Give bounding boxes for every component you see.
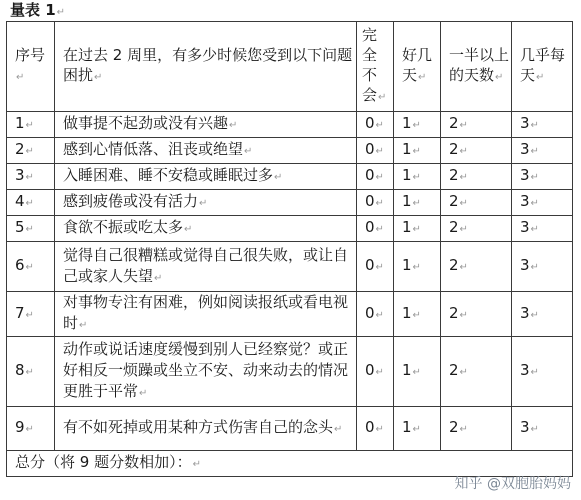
header-option-2: 一半以上的天数↵ — [441, 22, 512, 112]
item-text: 做事提不起劲或没有兴趣↵ — [55, 112, 357, 138]
item-number: 6↵ — [7, 242, 55, 292]
score-3: 3↵ — [512, 292, 573, 337]
score-0: 0↵ — [357, 216, 394, 242]
score-1: 1↵ — [394, 292, 441, 337]
score-2: 2↵ — [441, 190, 512, 216]
score-3: 3↵ — [512, 407, 573, 451]
score-3: 3↵ — [512, 164, 573, 190]
score-3: 3↵ — [512, 112, 573, 138]
score-2: 2↵ — [441, 138, 512, 164]
score-2: 2↵ — [441, 242, 512, 292]
score-1: 1↵ — [394, 164, 441, 190]
score-0: 0↵ — [357, 242, 394, 292]
scale-title — [10, 1, 65, 22]
item-number: 4↵ — [7, 190, 55, 216]
table-row — [7, 337, 573, 407]
item-number: 3↵ — [7, 164, 55, 190]
total-label: 总分（将 9 题分数相加）：↵ — [7, 451, 573, 477]
score-3: 3↵ — [512, 216, 573, 242]
scale-title-text: 量表 1 — [10, 1, 56, 19]
item-number: 8↵ — [7, 337, 55, 407]
table-row — [7, 138, 573, 164]
score-2: 2↵ — [441, 164, 512, 190]
score-2: 2↵ — [441, 407, 512, 451]
item-text: 感到心情低落、沮丧或绝望↵ — [55, 138, 357, 164]
header-index: 序号↵ — [7, 22, 55, 112]
score-3: 3↵ — [512, 242, 573, 292]
scale-table — [6, 21, 573, 477]
score-0: 0↵ — [357, 164, 394, 190]
score-1: 1↵ — [394, 407, 441, 451]
table-row — [7, 112, 573, 138]
item-text: 对事物专注有困难，例如阅读报纸或看电视时↵ — [55, 292, 357, 337]
item-text: 食欲不振或吃太多↵ — [55, 216, 357, 242]
score-1: 1↵ — [394, 190, 441, 216]
item-text: 有不如死掉或用某种方式伤害自己的念头↵ — [55, 407, 357, 451]
table-row — [7, 190, 573, 216]
header-option-3: 几乎每天↵ — [512, 22, 573, 112]
score-3: 3↵ — [512, 138, 573, 164]
total-row — [7, 451, 573, 477]
item-number: 7↵ — [7, 292, 55, 337]
table-row — [7, 164, 573, 190]
score-2: 2↵ — [441, 216, 512, 242]
table-row — [7, 242, 573, 292]
watermark: 知乎 @双胞胎妈妈 — [454, 476, 571, 492]
score-1: 1↵ — [394, 112, 441, 138]
score-1: 1↵ — [394, 138, 441, 164]
score-2: 2↵ — [441, 292, 512, 337]
score-3: 3↵ — [512, 337, 573, 407]
score-0: 0↵ — [357, 407, 394, 451]
score-0: 0↵ — [357, 337, 394, 407]
item-text: 动作或说话速度缓慢到别人已经察觉？或正好相反一烦躁或坐立不安、动来动去的情况更胜于平常↵ — [55, 337, 357, 407]
score-0: 0↵ — [357, 292, 394, 337]
table-row — [7, 292, 573, 337]
header-question: 在过去 2 周里，有多少时候您受到以下问题困扰↵ — [55, 22, 357, 112]
item-text: 感到疲倦或没有活力↵ — [55, 190, 357, 216]
header-option-1: 好几天↵ — [394, 22, 441, 112]
score-0: 0↵ — [357, 190, 394, 216]
table-row — [7, 407, 573, 451]
item-text: 觉得自己很糟糕或觉得自己很失败，或让自己或家人失望↵ — [55, 242, 357, 292]
score-1: 1↵ — [394, 216, 441, 242]
item-number: 9↵ — [7, 407, 55, 451]
paragraph-mark: ↵ — [56, 7, 66, 18]
score-1: 1↵ — [394, 242, 441, 292]
score-2: 2↵ — [441, 112, 512, 138]
score-2: 2↵ — [441, 337, 512, 407]
table-row — [7, 216, 573, 242]
item-number: 5↵ — [7, 216, 55, 242]
score-1: 1↵ — [394, 337, 441, 407]
score-0: 0↵ — [357, 138, 394, 164]
header-row — [7, 22, 573, 112]
score-3: 3↵ — [512, 190, 573, 216]
header-option-0: 完全不会↵ — [357, 22, 394, 112]
item-number: 1↵ — [7, 112, 55, 138]
item-text: 入睡困难、睡不安稳或睡眠过多↵ — [55, 164, 357, 190]
score-0: 0↵ — [357, 112, 394, 138]
item-number: 2↵ — [7, 138, 55, 164]
